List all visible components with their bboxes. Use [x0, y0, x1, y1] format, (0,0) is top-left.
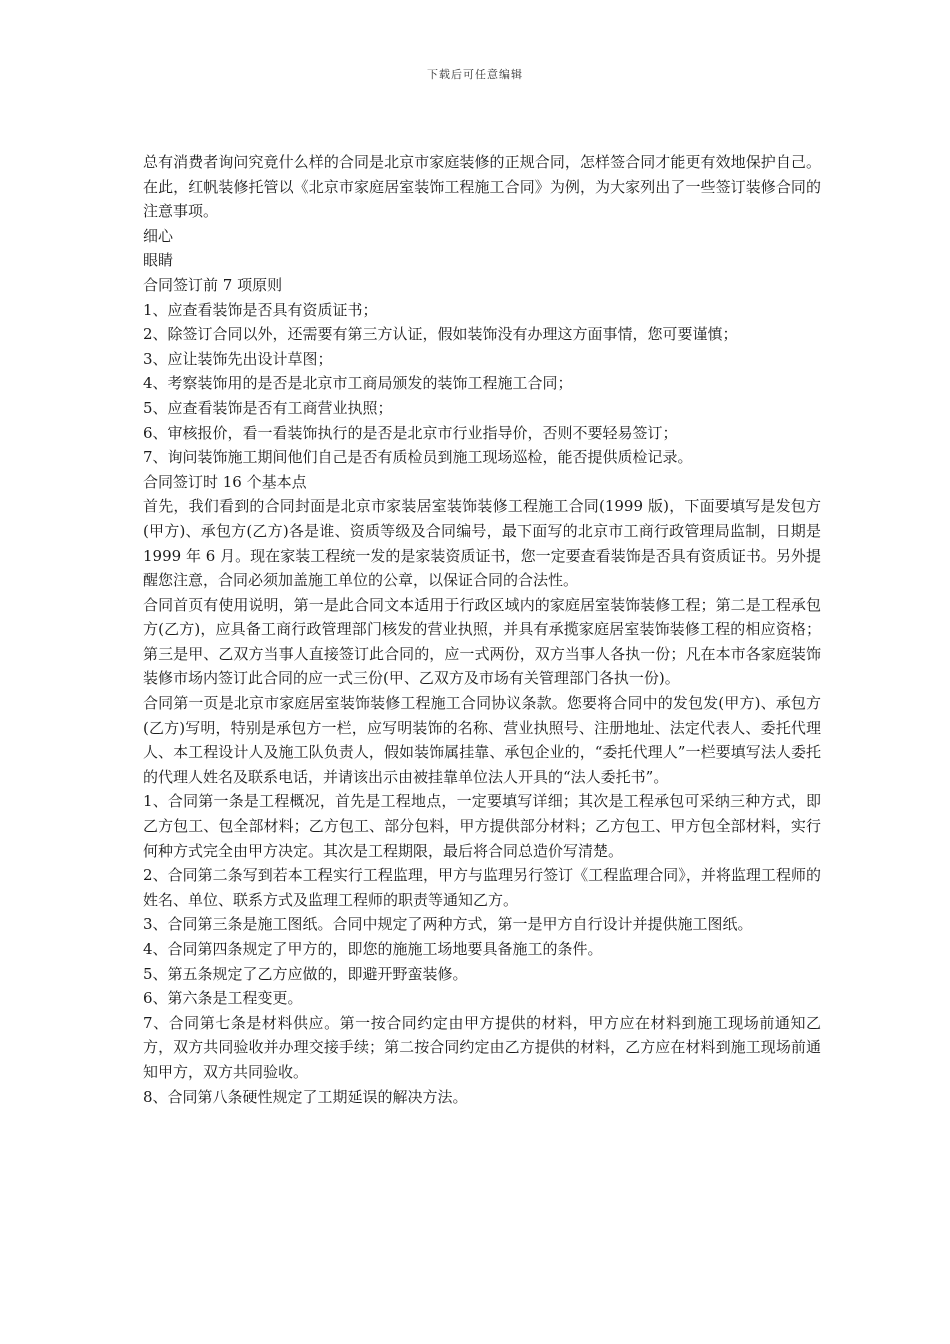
clause-item: 2、合同第二条写到若本工程实行工程监理，甲方与监理另行签订《工程监理合同》，并将监理工程师的姓名、单位、联系方式及监理工程师的职责等通知乙方。: [143, 866, 821, 909]
principle-item: 5、应查看装饰是否有工商营业执照；: [143, 398, 393, 417]
body-paragraph: 首先，我们看到的合同封面是北京市家装居室装饰装修工程施工合同(1999 版)，下面要填写是发包方(甲方)、承包方(乙方)各是谁、资质等级及合同编号，最下面写的北京市工商行政管理局监制，日期是 1999 年 6 月。现在家装工程统一发的是家装资质证书，您一定要查看装饰是否具有资质证书。另外提醒您注意，合同必须加盖施工单位的公章，以保证合同的合法性。: [143, 497, 821, 590]
clause-item: 3、合同第三条是施工图纸。合同中规定了两种方式，第一是甲方自行设计并提供施工图纸。: [143, 915, 753, 934]
principle-item: 2、除签订合同以外，还需要有第三方认证，假如装饰没有办理这方面事情，您可要谨慎；: [143, 325, 738, 344]
paragraph-heading-eyes: 眼睛: [143, 251, 174, 270]
clause-item: 6、第六条是工程变更。: [143, 989, 303, 1008]
principle-item: 6、审核报价，看一看装饰执行的是否是北京市行业指导价，否则不要轻易签订；: [143, 423, 678, 442]
section-heading-seven-principles: 合同签订前 7 项原则: [143, 275, 283, 294]
page-header: 下载后可任意编辑: [427, 68, 523, 81]
clause-item: 4、合同第四条规定了甲方的，即您的施施工场地要具备施工的条件。: [143, 940, 603, 958]
clause-item: 5、第五条规定了乙方应做的，即避开野蛮装修。: [143, 964, 468, 983]
principle-item: 1、应查看装饰是否具有资质证书；: [143, 300, 378, 319]
intro-paragraph: 总有消费者询问究竟什么样的合同是北京市家庭装修的正规合同，怎样签合同才能更有效地保护自己。在此，红帆装修托管以《北京市家庭居室装饰工程施工合同》为例，为大家列出了一些签订装修合同的注意事项。: [143, 153, 821, 221]
body-paragraph: 合同首页有使用说明，第一是此合同文本适用于行政区域内的家庭居室装饰装修工程；第二是工程承包方(乙方)，应具备工商行政管理部门核发的营业执照，并具有承揽家庭居室装饰装修工程的相应资格；第三是甲、乙双方当事人直接签订此合同的，应一式两份，双方当事人各执一份；凡在本市各家庭装饰装修市场内签订此合同的应一式三份(甲、乙双方及市场有关管理部门各执一份)。: [143, 595, 821, 688]
section-heading-sixteen-points: 合同签订时 16 个基本点: [143, 472, 307, 491]
principle-item: 4、考察装饰用的是否是北京市工商局颁发的装饰工程施工合同；: [143, 374, 573, 393]
principle-item: 3、应让装饰先出设计草图；: [143, 349, 333, 368]
clause-item: 1、合同第一条是工程概况，首先是工程地点，一定要填写详细；其次是工程承包可采纳三种方式，即乙方包工、包全部材料；乙方包工、部分包料，甲方提供部分材料；乙方包工、甲方包全部材料，实行何种方式完全由甲方决定。其次是工程期限，最后将合同总造价写清楚。: [143, 792, 821, 860]
paragraph-heading-careful: 细心: [143, 226, 174, 245]
principle-item: 7、询问装饰施工期间他们自己是否有质检员到施工现场巡检，能否提供质检记录。: [143, 448, 693, 467]
clause-item: 7、合同第七条是材料供应。第一按合同约定由甲方提供的材料，甲方应在材料到施工现场前通知乙方，双方共同验收并办理交接手续；第二按合同约定由乙方提供的材料，乙方应在材料到施工现场前通知甲方，双方共同验收。: [143, 1013, 821, 1081]
body-paragraph: 合同第一页是北京市家庭居室装饰装修工程施工合同协议条款。您要将合同中的发包发(甲方)、承包方(乙方)写明，特别是承包方一栏，应写明装饰的名称、营业执照号、注册地址、法定代表人、委托代理人、本工程设计人及施工队负责人，假如装饰属挂靠、承包企业的，“委托代理人”一栏要填写法人委托的代理人姓名及联系电话，并请该出示由被挂靠单位法人开具的“法人委托书”。: [143, 694, 821, 786]
document-body: [143, 150, 821, 1109]
clause-item: 8、合同第八条硬性规定了工期延误的解决方法。: [143, 1087, 468, 1106]
